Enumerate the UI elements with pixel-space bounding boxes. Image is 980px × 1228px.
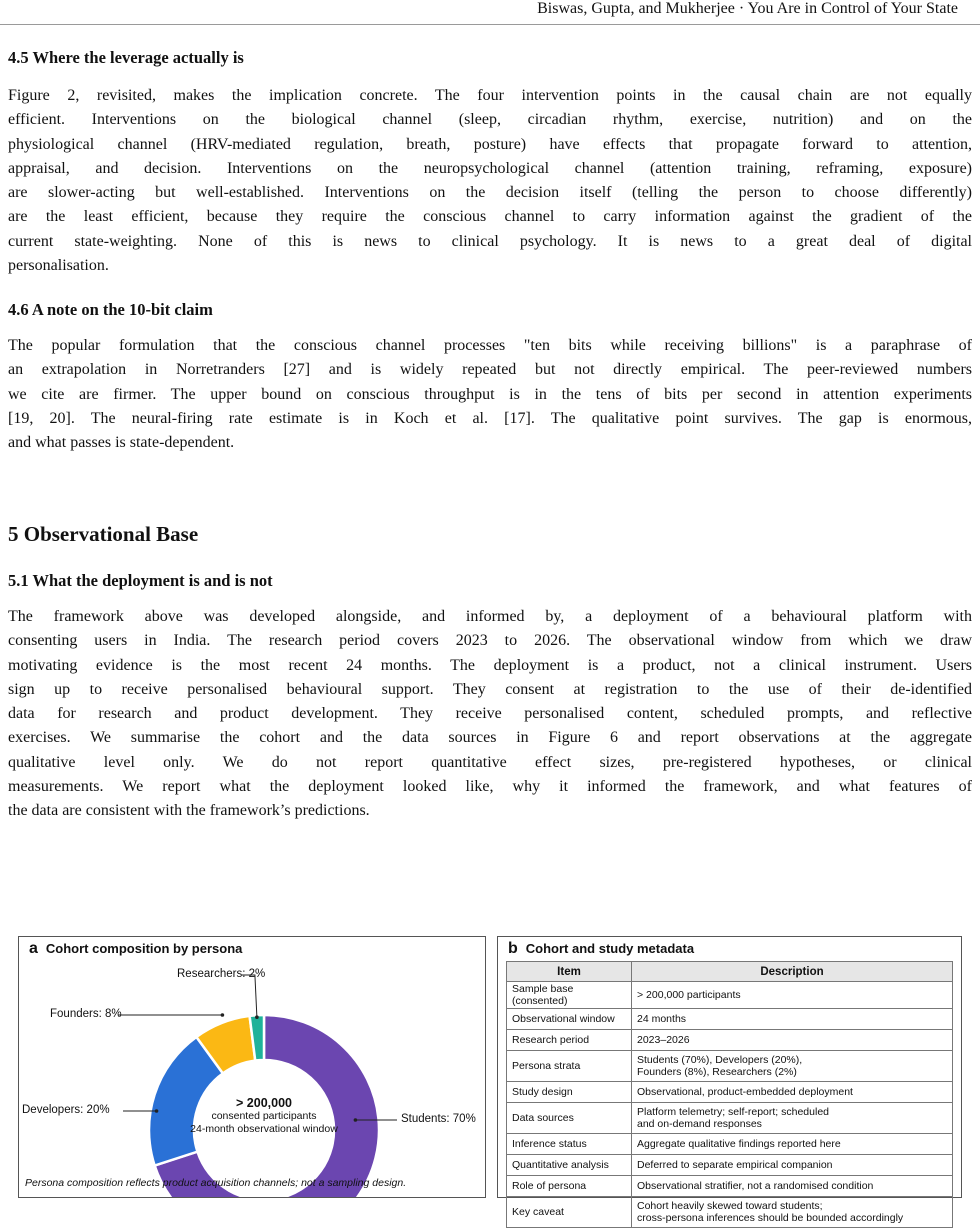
table-cell-desc: [632, 1051, 953, 1082]
leader-dot-researchers: [255, 1015, 259, 1019]
panel-b-letter: b: [508, 940, 518, 957]
slice-label-researchers: Researchers: 2%: [177, 968, 266, 980]
table-row: [507, 1103, 953, 1134]
donut-center-line2: 24-month observational window: [190, 1123, 338, 1135]
leader-dot-founders: [221, 1013, 225, 1017]
table-row: [507, 1030, 953, 1051]
table-cell-item: Observational window: [507, 1009, 632, 1030]
panel-a-title-text: Cohort composition by persona: [45, 941, 243, 956]
section-4-5-paragraph: [8, 84, 972, 278]
donut-center-main: > 200,000: [236, 1096, 292, 1110]
table-cell-item: Quantitative analysis: [507, 1155, 632, 1176]
figure-panel-b: [497, 936, 962, 1224]
table-cell-desc: [632, 1155, 953, 1176]
table-row: [507, 982, 953, 1009]
desc-line: Cohort heavily skewed toward students;: [637, 1200, 823, 1212]
text-line: The popular formulation that the conscious channel processes "ten bits while receiving billions" is a paraphrase of: [8, 337, 972, 354]
text-line: physiological channel (HRV-mediated regulation, breath, posture) have effects that propagate forward to attention,: [8, 135, 972, 153]
desc-line: 24 months: [637, 1013, 687, 1025]
text-line: motivating evidence is the most recent 24 months. The deployment is a product, not a clinical instrument. Users: [8, 656, 972, 674]
desc-line: Students (70%), Developers (20%),: [637, 1054, 803, 1066]
panel-b-title-text: Cohort and study metadata: [525, 941, 695, 956]
desc-line: cross-persona inferences should be bounded accordingly: [637, 1212, 904, 1224]
table-cell-desc: [632, 1030, 953, 1051]
table-cell-item: Study design: [507, 1082, 632, 1103]
section-5-1-paragraph: [8, 605, 972, 824]
text-line: [19, 20]. The neural-firing rate estimate is in Koch et al. [17]. The qualitative point survives. The gap is enormous,: [8, 409, 972, 427]
table-cell-item: Research period: [507, 1030, 632, 1051]
desc-line: and on-demand responses: [637, 1118, 762, 1130]
table-cell-desc: [632, 1009, 953, 1030]
table-cell-item: Role of persona: [507, 1176, 632, 1197]
table-row: [507, 1155, 953, 1176]
table-row: [507, 1197, 953, 1228]
running-header: Biswas, Gupta, and Mukherjee · You Are in Control of Your State: [537, 0, 958, 17]
table-row: [507, 1176, 953, 1197]
desc-line: Platform telemetry; self-report; scheduled: [637, 1106, 829, 1118]
table-cell-item: Sample base (consented): [507, 982, 632, 1009]
text-line: current state-weighting. None of this is news to clinical psychology. It is news to a great deal of digital: [8, 232, 972, 250]
text-line: measurements. We report what the deployment looked like, why it informed the framework, and what features of: [8, 778, 972, 796]
panel-a-letter: a: [29, 940, 38, 957]
figure-panel-a: [18, 936, 486, 1198]
text-line: appraisal, and decision. Interventions on the neuropsychological channel (attention training, reframing, exposure): [8, 159, 972, 177]
text-line: Figure 2, revisited, makes the implication concrete. The four intervention points in the causal chain are not equally: [8, 87, 972, 104]
text-line: an extrapolation in Norretranders [27] and is widely repeated but not directly empirical. The peer-reviewed numbers: [8, 361, 972, 379]
text-line: we cite are firmer. The upper bound on conscious throughput is in the tens of bits per second in attention experiments: [8, 385, 972, 403]
table-cell-desc: [632, 1103, 953, 1134]
leader-line-researchers: [242, 975, 257, 1017]
table-header-description: Description: [632, 962, 953, 982]
text-line: consenting users in India. The research period covers 2023 to 2026. The observational window from which we draw: [8, 632, 972, 650]
table-cell-desc: [632, 1197, 953, 1228]
text-line: sign up to receive personalised behavioural support. They consent at registration to the use of their de-identified: [8, 680, 972, 698]
text-line: efficient. Interventions on the biological channel (sleep, circadian rhythm, exercise, nutrition) and on the: [8, 111, 972, 129]
text-line: are slower-acting but well-established. Interventions on the decision itself (telling the person to choose differently): [8, 184, 972, 202]
panel-a-caption: Persona composition reflects product acquisition channels; not a sampling design.: [25, 1177, 407, 1189]
leader-dot-developers: [155, 1109, 159, 1113]
section-5-1-heading: 5.1 What the deployment is and is not: [8, 571, 273, 590]
desc-line: Aggregate qualitative findings reported here: [637, 1138, 841, 1150]
leader-dot-students: [354, 1118, 358, 1122]
table-cell-desc: [632, 982, 953, 1009]
slice-label-developers: Developers: 20%: [22, 1104, 110, 1116]
table-cell-item: Inference status: [507, 1134, 632, 1155]
text-line: exercises. We summarise the cohort and the data sources in Figure 6 and report observations at the aggregate: [8, 729, 972, 747]
table-row: [507, 1051, 953, 1082]
desc-line: 2023–2026: [637, 1034, 690, 1046]
text-line: qualitative level only. We do not report quantitative effect sizes, pre-registered hypotheses, or clinical: [8, 753, 972, 771]
metadata-table: [506, 961, 953, 1228]
desc-line: Observational, product-embedded deployment: [637, 1086, 853, 1098]
table-row: [507, 1082, 953, 1103]
text-line: and what passes is state-dependent.: [8, 434, 235, 452]
table-cell-item: Data sources: [507, 1103, 632, 1134]
donut-center-label: [184, 1097, 344, 1136]
table-cell-item: Key caveat: [507, 1197, 632, 1228]
slice-label-founders: Founders: 8%: [50, 1008, 122, 1020]
text-line: the data are consistent with the framework’s predictions.: [8, 802, 370, 820]
table-header-item: Item: [507, 962, 632, 982]
slice-label-students: Students: 70%: [401, 1113, 476, 1125]
donut-center-line1: consented participants: [211, 1110, 317, 1122]
table-row: [507, 1134, 953, 1155]
desc-line: Observational stratifier, not a randomised condition: [637, 1180, 874, 1192]
text-line: personalisation.: [8, 257, 109, 275]
text-line: data for research and product development. They receive personalised content, scheduled prompts, and reflective: [8, 705, 972, 723]
panel-b-title: [508, 940, 694, 958]
desc-line: > 200,000 participants: [637, 989, 741, 1001]
table-cell-desc: [632, 1134, 953, 1155]
text-line: The framework above was developed alongside, and informed by, a deployment of a behavioural platform with: [8, 608, 972, 625]
desc-line: Deferred to separate empirical companion: [637, 1159, 833, 1171]
table-cell-item: Persona strata: [507, 1051, 632, 1082]
desc-line: Founders (8%), Researchers (2%): [637, 1066, 797, 1078]
section-4-6-paragraph: [8, 334, 972, 455]
section-5-heading: 5 Observational Base: [8, 522, 199, 546]
header-rule: [0, 24, 980, 25]
table-cell-desc: [632, 1176, 953, 1197]
table-row: [507, 1009, 953, 1030]
text-line: are the least efficient, because they require the conscious channel to carry information against the gradient of the: [8, 208, 972, 226]
section-4-5-heading: 4.5 Where the leverage actually is: [8, 48, 244, 67]
table-cell-desc: [632, 1082, 953, 1103]
section-4-6-heading: 4.6 A note on the 10-bit claim: [8, 300, 213, 319]
